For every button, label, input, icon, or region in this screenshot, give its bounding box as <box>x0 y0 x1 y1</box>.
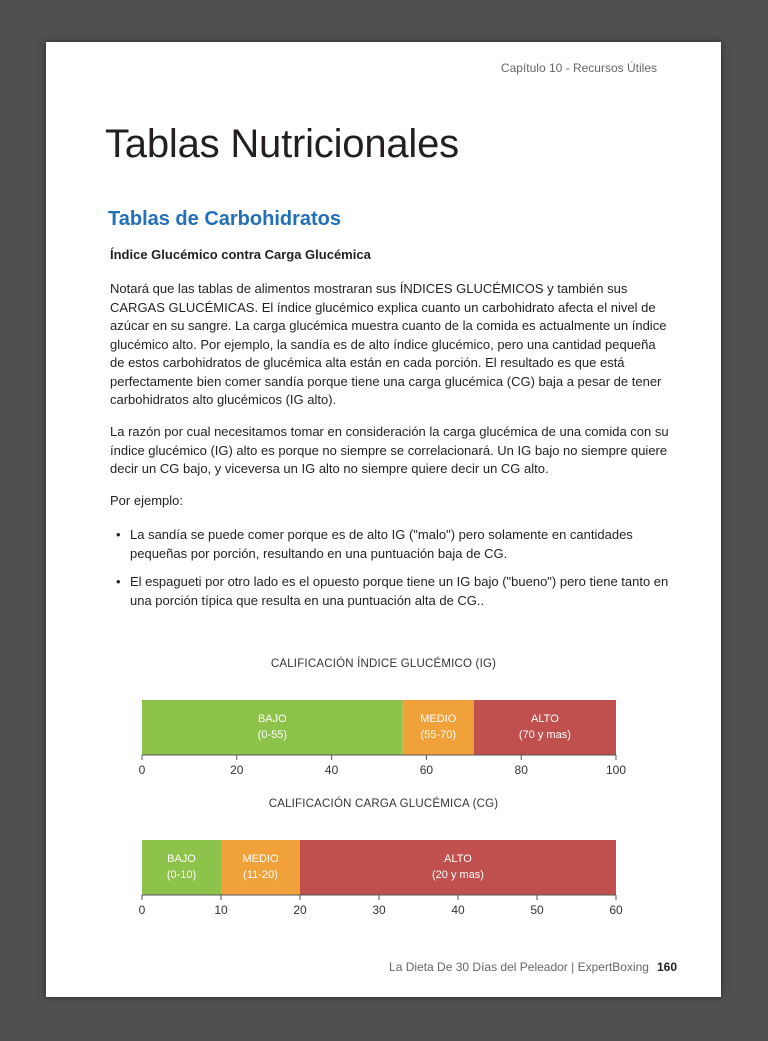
x-tick-label: 40 <box>324 763 339 777</box>
segment-range: (0-10) <box>166 869 197 881</box>
segment-label: BAJO <box>167 853 196 865</box>
x-tick-label: 60 <box>609 903 623 917</box>
bullet-item: • El espagueti por otro lado es el opuesto porque tiene un IG bajo ("bueno") pero tiene tanto en una porción típica que resulta en una puntuación alta de CG.. <box>116 573 676 610</box>
x-tick-label: 0 <box>138 903 146 917</box>
x-tick-label: 0 <box>138 763 146 777</box>
segment-label: ALTO <box>531 713 559 725</box>
x-tick-label: 100 <box>605 763 627 777</box>
segment-label: BAJO <box>257 713 287 725</box>
x-tick-label: 50 <box>530 903 544 917</box>
page-number: 160 <box>656 960 677 974</box>
cg-chart-svg <box>46 820 721 930</box>
bar-segment-medio <box>221 840 300 895</box>
segment-range: (55-70) <box>420 729 456 741</box>
bar-segment-bajo <box>142 840 221 895</box>
segment-range: (70 y mas) <box>518 729 571 741</box>
segment-label: MEDIO <box>420 713 457 725</box>
page-title: Tablas Nutricionales <box>105 122 459 166</box>
x-tick-label: 20 <box>230 763 244 777</box>
segment-label: MEDIO <box>242 853 279 865</box>
paragraph: Notará que las tablas de alimentos mostraran sus ÍNDICES GLUCÉMICOS y también sus CARGAS GLUCÉMICAS. El índice glucémico explica cuanto un carbohidrato afecta el nivel de azúcar en su sangre. La carga glucémica muestra cuanto de la comida es actualmente un índice glucémico alto. Por ejemplo, la sandía es de alto índice glucémico, pero una cantidad pequeña de estos carbohidratos de glucémica alta están en cada porción. El resultado es que está perfectamente bien comer sandía porque tiene una carga glucémica (CG) baja a pesar de tener carbohidratos alto glucémicos (IG alto). <box>110 281 667 407</box>
x-tick-label: 60 <box>419 763 434 777</box>
bullet-list <box>116 526 676 620</box>
bar-segment-medio <box>403 700 474 755</box>
paragraph: Por ejemplo: <box>110 493 183 508</box>
footer-text: La Dieta De 30 Días del Peleador | ExpertBoxing <box>389 960 649 974</box>
segment-range: (0-55) <box>257 729 288 741</box>
subheading: Índice Glucémico contra Carga Glucémica <box>110 247 371 262</box>
page-footer <box>389 960 677 974</box>
x-tick-label: 30 <box>372 903 386 917</box>
document-page <box>46 42 721 997</box>
ig-chart-svg <box>46 680 721 790</box>
x-tick-label: 40 <box>451 903 465 917</box>
running-head: Capítulo 10 - Recursos Útiles <box>500 61 657 75</box>
segment-label: ALTO <box>444 853 472 865</box>
section-title: Tablas de Carbohidratos <box>108 208 342 230</box>
x-tick-label: 20 <box>293 903 307 917</box>
segment-range: (20 y mas) <box>432 869 484 881</box>
bar-segment-alto <box>300 840 616 895</box>
bar-segment-bajo <box>142 700 403 755</box>
x-tick-label: 80 <box>514 763 528 777</box>
chart-title: CALIFICACIÓN CARGA GLUCÉMICA (CG) <box>268 798 499 810</box>
bar-segment-alto <box>474 700 616 755</box>
paragraph: La razón por cual necesitamos tomar en consideración la carga glucémica de una comida con su índice glucémico (IG) alto es porque no siempre se correlacionará. Un IG bajo no siempre quiere decir un CG bajo, y viceversa un IG alto no siempre quiere decir un CG alto. <box>110 424 669 476</box>
chart-title: CALIFICACIÓN ÍNDICE GLUCÉMICO (IG) <box>270 658 497 670</box>
segment-range: (11-20) <box>243 869 278 881</box>
bullet-item: • La sandía se puede comer porque es de alto IG ("malo") pero solamente en cantidades pequeñas por porción, resultando en una puntuación baja de CG. <box>116 526 676 563</box>
x-tick-label: 10 <box>214 903 228 917</box>
